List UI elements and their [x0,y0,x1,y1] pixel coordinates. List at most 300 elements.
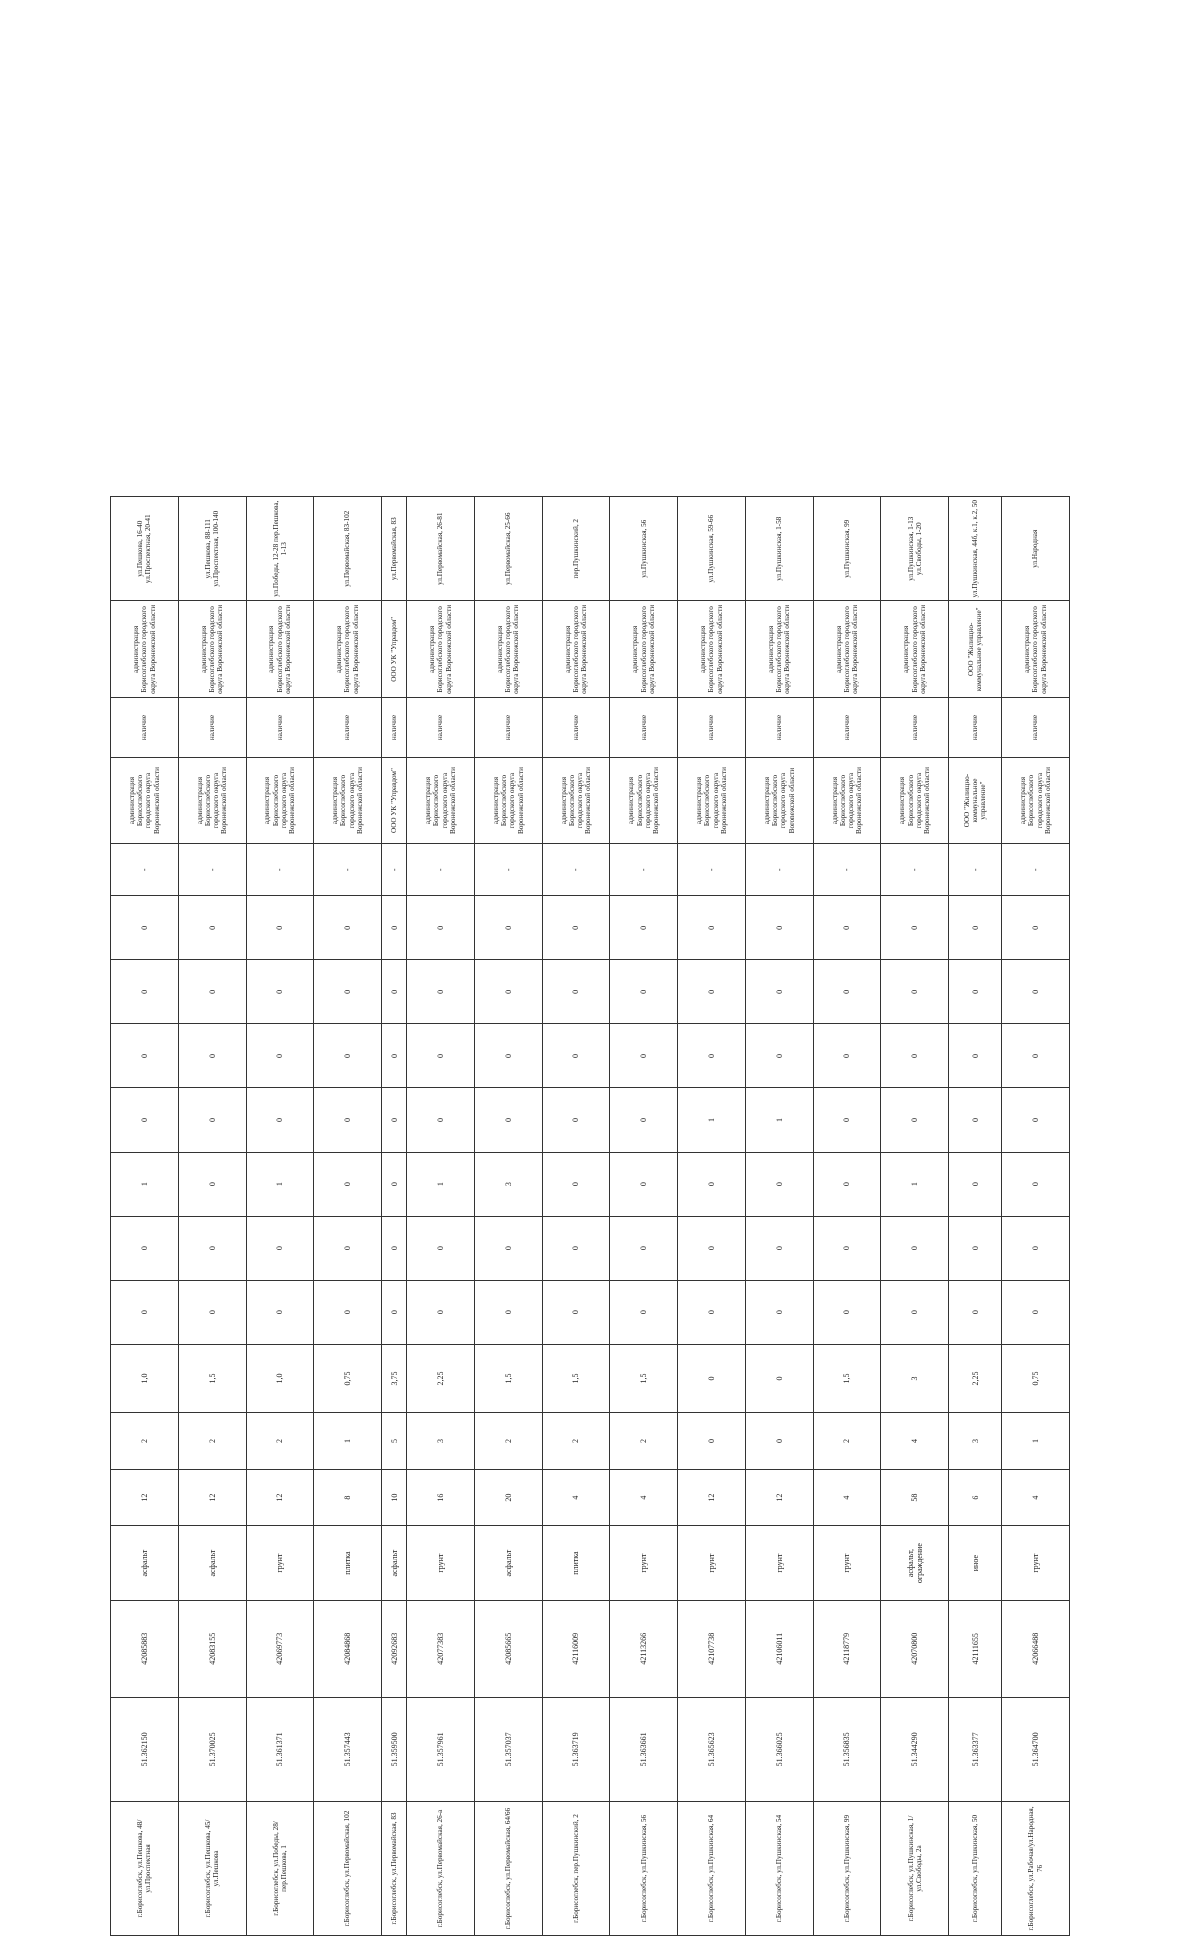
latitude-cell: 51.363661 [610,1697,678,1801]
count-col-1-cell: 0 [111,1280,179,1344]
latitude-cell: 51.364700 [1002,1697,1070,1801]
count-col-7-cell: 0 [745,896,813,960]
count-col-4-cell: 0 [111,1088,179,1152]
owner-cell: администрация Борисоглебского городского округа Воронежской области [246,757,314,843]
container-count-cell: 2 [474,1413,542,1470]
count-col-5-cell: 0 [542,1024,610,1088]
dash-cell: - [813,844,881,896]
count-col-7-cell: 0 [382,896,407,960]
served-objects-cell: ул.Пешкова, 88-111 ул.Проспектная, 100-140 [178,497,246,601]
count-col-3-cell: 0 [178,1152,246,1216]
dash-cell: - [542,844,610,896]
latitude-cell: 51.362150 [111,1697,179,1801]
count-col-3-cell: 1 [881,1152,949,1216]
dash-cell: - [314,844,382,896]
volume-cell: 1,5 [474,1344,542,1413]
served-objects-cell: ул.Пушкинская, 1-58 [745,497,813,601]
served-objects-cell: ул.Первомайская, 83-102 [314,497,382,601]
count-col-4-cell: 1 [678,1088,746,1152]
area-cell: 16 [407,1469,475,1526]
longitude-cell: 42070800 [881,1600,949,1697]
status-cell: наличие [382,698,407,758]
count-col-3-cell: 1 [407,1152,475,1216]
count-col-7-cell: 0 [542,896,610,960]
status-cell: наличие [678,698,746,758]
table-row [314,497,382,1936]
owner-cell: администрация Борисоглебского городского округа Воронежской области [542,757,610,843]
count-col-7-cell: 0 [949,896,1002,960]
address-cell: г.Борисоглебск, ул.Победы, 28/пер.Пешкова, 1 [246,1801,314,1935]
volume-cell: 1,5 [542,1344,610,1413]
table-row [745,497,813,1936]
responsible-cell: администрация Борисоглебского городского округа Воронежской области [745,601,813,698]
served-objects-cell: ул.Первомайская, 26-81 [407,497,475,601]
count-col-4-cell: 0 [881,1088,949,1152]
surface-cell: плитка [542,1526,610,1600]
responsible-cell: администрация Борисоглебского городского округа Воронежской области [1002,601,1070,698]
dash-cell: - [246,844,314,896]
count-col-5-cell: 0 [178,1024,246,1088]
container-count-cell: 2 [246,1413,314,1470]
count-col-5-cell: 0 [314,1024,382,1088]
table-row [474,497,542,1936]
count-col-1-cell: 0 [474,1280,542,1344]
surface-cell: грунт [407,1526,475,1600]
count-col-1-cell: 0 [813,1280,881,1344]
dash-cell: - [178,844,246,896]
owner-cell: администрация Борисоглебского городского округа Воронежской области [1002,757,1070,843]
volume-cell: 0 [745,1344,813,1413]
status-cell: наличие [474,698,542,758]
surface-cell: асфальт [178,1526,246,1600]
area-cell: 8 [314,1469,382,1526]
count-col-2-cell: 0 [949,1216,1002,1280]
count-col-2-cell: 0 [745,1216,813,1280]
count-col-2-cell: 0 [407,1216,475,1280]
count-col-3-cell: 0 [610,1152,678,1216]
address-cell: г.Борисоглебск, ул.Пушкинская, 1/ул.Свободы, 2а [881,1801,949,1935]
count-col-7-cell: 0 [111,896,179,960]
status-cell: наличие [610,698,678,758]
count-col-2-cell: 0 [813,1216,881,1280]
longitude-cell: 42092683 [382,1600,407,1697]
served-objects-cell: ул.Народная [1002,497,1070,601]
count-col-3-cell: 0 [314,1152,382,1216]
table-row [1002,497,1070,1936]
count-col-4-cell: 0 [407,1088,475,1152]
volume-cell: 1,0 [246,1344,314,1413]
container-count-cell: 1 [314,1413,382,1470]
count-col-1-cell: 0 [881,1280,949,1344]
longitude-cell: 42107738 [678,1600,746,1697]
area-cell: 12 [111,1469,179,1526]
count-col-6-cell: 0 [111,960,179,1024]
volume-cell: 3,75 [382,1344,407,1413]
status-cell: наличие [881,698,949,758]
served-objects-cell: пер.Пушкинский, 2 [542,497,610,601]
served-objects-cell: ул.Пушкинская, 99 [813,497,881,601]
longitude-cell: 42077383 [407,1600,475,1697]
count-col-3-cell: 0 [542,1152,610,1216]
count-col-6-cell: 0 [246,960,314,1024]
surface-cell: грунт [813,1526,881,1600]
count-col-6-cell: 0 [178,960,246,1024]
count-col-6-cell: 0 [542,960,610,1024]
surface-cell: асфальт [382,1526,407,1600]
count-col-1-cell: 0 [678,1280,746,1344]
longitude-cell: 42085665 [474,1600,542,1697]
volume-cell: 0 [678,1344,746,1413]
count-col-1-cell: 0 [610,1280,678,1344]
container-sites-table [110,496,1070,1936]
address-cell: г.Борисоглебск, ул.Пушкинская, 54 [745,1801,813,1935]
container-count-cell: 5 [382,1413,407,1470]
table-row [678,497,746,1936]
count-col-2-cell: 0 [382,1216,407,1280]
area-cell: 10 [382,1469,407,1526]
area-cell: 12 [178,1469,246,1526]
area-cell: 4 [542,1469,610,1526]
count-col-3-cell: 0 [678,1152,746,1216]
responsible-cell: администрация Борисоглебского городского округа Воронежской области [542,601,610,698]
latitude-cell: 51.357443 [314,1697,382,1801]
longitude-cell: 42085883 [111,1600,179,1697]
owner-cell: администрация Борисоглебского городского округа Воронежской области [314,757,382,843]
dash-cell: - [949,844,1002,896]
owner-cell: администрация Борисоглебского городского округа Воронежской области [813,757,881,843]
count-col-3-cell: 1 [111,1152,179,1216]
container-count-cell: 2 [813,1413,881,1470]
container-count-cell: 1 [1002,1413,1070,1470]
address-cell: г.Борисоглебск, ул.Первомайская, 26-а [407,1801,475,1935]
area-cell: 4 [813,1469,881,1526]
longitude-cell: 42106011 [745,1600,813,1697]
count-col-2-cell: 0 [178,1216,246,1280]
count-col-6-cell: 0 [610,960,678,1024]
container-count-cell: 2 [610,1413,678,1470]
table-row [178,497,246,1936]
table-row [111,497,179,1936]
latitude-cell: 51.366025 [745,1697,813,1801]
status-cell: наличие [813,698,881,758]
table-container [110,496,1070,1936]
dash-cell: - [474,844,542,896]
table-row [407,497,475,1936]
count-col-4-cell: 0 [610,1088,678,1152]
area-cell: 12 [745,1469,813,1526]
count-col-5-cell: 0 [745,1024,813,1088]
responsible-cell: администрация Борисоглебского городского округа Воронежской области [407,601,475,698]
latitude-cell: 51.357961 [407,1697,475,1801]
responsible-cell: администрация Борисоглебского городского округа Воронежской области [178,601,246,698]
latitude-cell: 51.357037 [474,1697,542,1801]
owner-cell: администрация Борисоглебского городского округа Воronежской области [745,757,813,843]
count-col-2-cell: 0 [1002,1216,1070,1280]
count-col-1-cell: 0 [745,1280,813,1344]
latitude-cell: 51.370025 [178,1697,246,1801]
count-col-4-cell: 0 [949,1088,1002,1152]
address-cell: г.Борисоглебск, ул.Рабочая/ул.Народная, 76 [1002,1801,1070,1935]
count-col-1-cell: 0 [1002,1280,1070,1344]
count-col-6-cell: 0 [407,960,475,1024]
count-col-1-cell: 0 [246,1280,314,1344]
longitude-cell: 42116009 [542,1600,610,1697]
address-cell: г.Борисоглебск, ул.Пушкинская, 56 [610,1801,678,1935]
count-col-4-cell: 0 [813,1088,881,1152]
count-col-5-cell: 0 [474,1024,542,1088]
longitude-cell: 42111655 [949,1600,1002,1697]
longitude-cell: 42083155 [178,1600,246,1697]
owner-cell: администрация Борисоглебского городского округа Воронежской области [111,757,179,843]
latitude-cell: 51.344290 [881,1697,949,1801]
dash-cell: - [111,844,179,896]
count-col-1-cell: 0 [542,1280,610,1344]
volume-cell: 2,25 [949,1344,1002,1413]
responsible-cell: администрация Борисоглебского городского округа Воронежской области [474,601,542,698]
surface-cell: грунт [1002,1526,1070,1600]
owner-cell: администрация Борисоглебского городского округа Воронежской области [178,757,246,843]
surface-cell: асфальт, ограждение [881,1526,949,1600]
count-col-2-cell: 0 [246,1216,314,1280]
area-cell: 6 [949,1469,1002,1526]
served-objects-cell: ул.Пушкинская, 56 [610,497,678,601]
surface-cell: иное [949,1526,1002,1600]
count-col-4-cell: 0 [474,1088,542,1152]
count-col-6-cell: 0 [1002,960,1070,1024]
count-col-7-cell: 0 [813,896,881,960]
container-count-cell: 0 [745,1413,813,1470]
count-col-6-cell: 0 [949,960,1002,1024]
count-col-1-cell: 0 [314,1280,382,1344]
responsible-cell: администрация Борисоглебского городского округа Воронежской области [678,601,746,698]
count-col-7-cell: 0 [610,896,678,960]
count-col-2-cell: 0 [111,1216,179,1280]
count-col-4-cell: 0 [314,1088,382,1152]
count-col-5-cell: 0 [813,1024,881,1088]
owner-cell: администрация Борисоглебского городского округа Воронежской области [407,757,475,843]
count-col-3-cell: 3 [474,1152,542,1216]
latitude-cell: 51.363719 [542,1697,610,1801]
volume-cell: 1,5 [178,1344,246,1413]
count-col-5-cell: 0 [246,1024,314,1088]
table-row [949,497,1002,1936]
count-col-1-cell: 0 [382,1280,407,1344]
count-col-6-cell: 0 [813,960,881,1024]
count-col-5-cell: 0 [881,1024,949,1088]
responsible-cell: ООО "Жилищно-коммунальное управление" [949,601,1002,698]
count-col-6-cell: 0 [678,960,746,1024]
dash-cell: - [610,844,678,896]
count-col-6-cell: 0 [382,960,407,1024]
latitude-cell: 51.365623 [678,1697,746,1801]
count-col-2-cell: 0 [542,1216,610,1280]
latitude-cell: 51.361371 [246,1697,314,1801]
address-cell: г.Борисоглебск, ул.Первомайская, 64/66 [474,1801,542,1935]
dash-cell: - [382,844,407,896]
count-col-6-cell: 0 [881,960,949,1024]
surface-cell: грунт [610,1526,678,1600]
area-cell: 12 [678,1469,746,1526]
surface-cell: плитка [314,1526,382,1600]
dash-cell: - [407,844,475,896]
surface-cell: асфальт [111,1526,179,1600]
area-cell: 12 [246,1469,314,1526]
count-col-2-cell: 0 [678,1216,746,1280]
count-col-7-cell: 0 [881,896,949,960]
volume-cell: 1,5 [813,1344,881,1413]
count-col-3-cell: 1 [246,1152,314,1216]
status-cell: наличие [111,698,179,758]
longitude-cell: 42118779 [813,1600,881,1697]
count-col-2-cell: 0 [314,1216,382,1280]
count-col-4-cell: 1 [745,1088,813,1152]
count-col-1-cell: 0 [407,1280,475,1344]
count-col-4-cell: 0 [1002,1088,1070,1152]
count-col-7-cell: 0 [178,896,246,960]
table-row [813,497,881,1936]
count-col-3-cell: 0 [745,1152,813,1216]
status-cell: наличие [178,698,246,758]
volume-cell: 1,5 [610,1344,678,1413]
status-cell: наличие [542,698,610,758]
responsible-cell: администрация Борисоглебского городского округа Воронежской области [813,601,881,698]
count-col-4-cell: 0 [542,1088,610,1152]
dash-cell: - [678,844,746,896]
served-objects-cell: ул.Первомайская, 25-66 [474,497,542,601]
owner-cell: ООО "Жилищно-коммунальное управление" [949,757,1002,843]
count-col-7-cell: 0 [246,896,314,960]
count-col-3-cell: 0 [949,1152,1002,1216]
table-row [246,497,314,1936]
count-col-4-cell: 0 [382,1088,407,1152]
area-cell: 20 [474,1469,542,1526]
responsible-cell: администрация Борисоглебского городского округа Воронежской области [610,601,678,698]
count-col-6-cell: 0 [314,960,382,1024]
surface-cell: грунт [678,1526,746,1600]
count-col-3-cell: 0 [1002,1152,1070,1216]
table-row [382,497,407,1936]
count-col-5-cell: 0 [1002,1024,1070,1088]
area-cell: 4 [1002,1469,1070,1526]
volume-cell: 3 [881,1344,949,1413]
longitude-cell: 42113266 [610,1600,678,1697]
owner-cell: ООО УК "Управдом" [382,757,407,843]
count-col-7-cell: 0 [314,896,382,960]
count-col-2-cell: 0 [610,1216,678,1280]
longitude-cell: 42066488 [1002,1600,1070,1697]
container-count-cell: 3 [407,1413,475,1470]
table-row [881,497,949,1936]
table-row [542,497,610,1936]
volume-cell: 0,75 [1002,1344,1070,1413]
address-cell: г.Борисоглебск, ул.Первомайская, 83 [382,1801,407,1935]
owner-cell: администрация Борисоглебского городского округа Воронежской области [474,757,542,843]
count-col-1-cell: 0 [949,1280,1002,1344]
dash-cell: - [745,844,813,896]
count-col-5-cell: 0 [111,1024,179,1088]
area-cell: 4 [610,1469,678,1526]
longitude-cell: 42069773 [246,1600,314,1697]
served-objects-cell: ул.Пешкова, 16-40 ул.Проспектная, 20-41 [111,497,179,601]
served-objects-cell: ул.Победы, 12-28 пер.Пешкова, 1-13 [246,497,314,601]
latitude-cell: 51.356835 [813,1697,881,1801]
count-col-5-cell: 0 [407,1024,475,1088]
address-cell: г.Борисоглебск, ул.Пешкова, 48/ул.Проспектная [111,1801,179,1935]
surface-cell: грунт [745,1526,813,1600]
dash-cell: - [1002,844,1070,896]
responsible-cell: администрация Борисоглебского городского округа Воронежской области [246,601,314,698]
address-cell: г.Борисоглебск, ул.Первомайская, 102 [314,1801,382,1935]
count-col-7-cell: 0 [407,896,475,960]
area-cell: 58 [881,1469,949,1526]
status-cell: наличие [246,698,314,758]
count-col-1-cell: 0 [178,1280,246,1344]
address-cell: г.Борисоглебск, ул.Пушкинская, 50 [949,1801,1002,1935]
surface-cell: грунт [246,1526,314,1600]
volume-cell: 1,0 [111,1344,179,1413]
dash-cell: - [881,844,949,896]
container-count-cell: 4 [881,1413,949,1470]
count-col-6-cell: 0 [474,960,542,1024]
count-col-4-cell: 0 [246,1088,314,1152]
count-col-7-cell: 0 [678,896,746,960]
count-col-7-cell: 0 [474,896,542,960]
owner-cell: администрация Борисоглебского городского округа Воронежской области [678,757,746,843]
owner-cell: администрация Борисоглебского городского округа Воронежской области [881,757,949,843]
responsible-cell: администрация Борисоглебского городского округа Воронежской области [881,601,949,698]
responsible-cell: ООО УК "Управдом" [382,601,407,698]
container-count-cell: 3 [949,1413,1002,1470]
volume-cell: 0,75 [314,1344,382,1413]
surface-cell: асфальт [474,1526,542,1600]
status-cell: наличие [1002,698,1070,758]
owner-cell: администрация Борисоглебского городского округа Воронежской области [610,757,678,843]
container-count-cell: 2 [542,1413,610,1470]
address-cell: г.Борисоглебск, пер.Пушкинский, 2 [542,1801,610,1935]
container-count-cell: 2 [111,1413,179,1470]
longitude-cell: 42084868 [314,1600,382,1697]
address-cell: г.Борисоглебск, ул.Пушкинская, 99 [813,1801,881,1935]
table-row [610,497,678,1936]
status-cell: наличие [949,698,1002,758]
count-col-6-cell: 0 [745,960,813,1024]
count-col-5-cell: 0 [610,1024,678,1088]
address-cell: г.Борисоглебск, ул.Пушкинская, 64 [678,1801,746,1935]
responsible-cell: администрация Борисоглебского городского округа Воронежской области [111,601,179,698]
container-count-cell: 0 [678,1413,746,1470]
count-col-2-cell: 0 [474,1216,542,1280]
served-objects-cell: ул.Первомайская, 83 [382,497,407,601]
status-cell: наличие [745,698,813,758]
status-cell: наличие [407,698,475,758]
responsible-cell: администрация Борисоглебского городского округа Воронежской области [314,601,382,698]
count-col-3-cell: 0 [813,1152,881,1216]
served-objects-cell: ул.Пушкинская, 1-13 ул.Свободы, 1-20 [881,497,949,601]
latitude-cell: 51.359500 [382,1697,407,1801]
count-col-7-cell: 0 [1002,896,1070,960]
served-objects-cell: ул.Пушкинская, 59-66 [678,497,746,601]
count-col-4-cell: 0 [178,1088,246,1152]
container-count-cell: 2 [178,1413,246,1470]
status-cell: наличие [314,698,382,758]
count-col-5-cell: 0 [949,1024,1002,1088]
address-cell: г.Борисоглебск, ул.Пешкова, 45/ул.Пешкова [178,1801,246,1935]
count-col-3-cell: 0 [382,1152,407,1216]
count-col-5-cell: 0 [382,1024,407,1088]
count-col-2-cell: 0 [881,1216,949,1280]
served-objects-cell: ул.Пушкинская, 44б, к.1, к.2, 50 [949,497,1002,601]
latitude-cell: 51.363377 [949,1697,1002,1801]
